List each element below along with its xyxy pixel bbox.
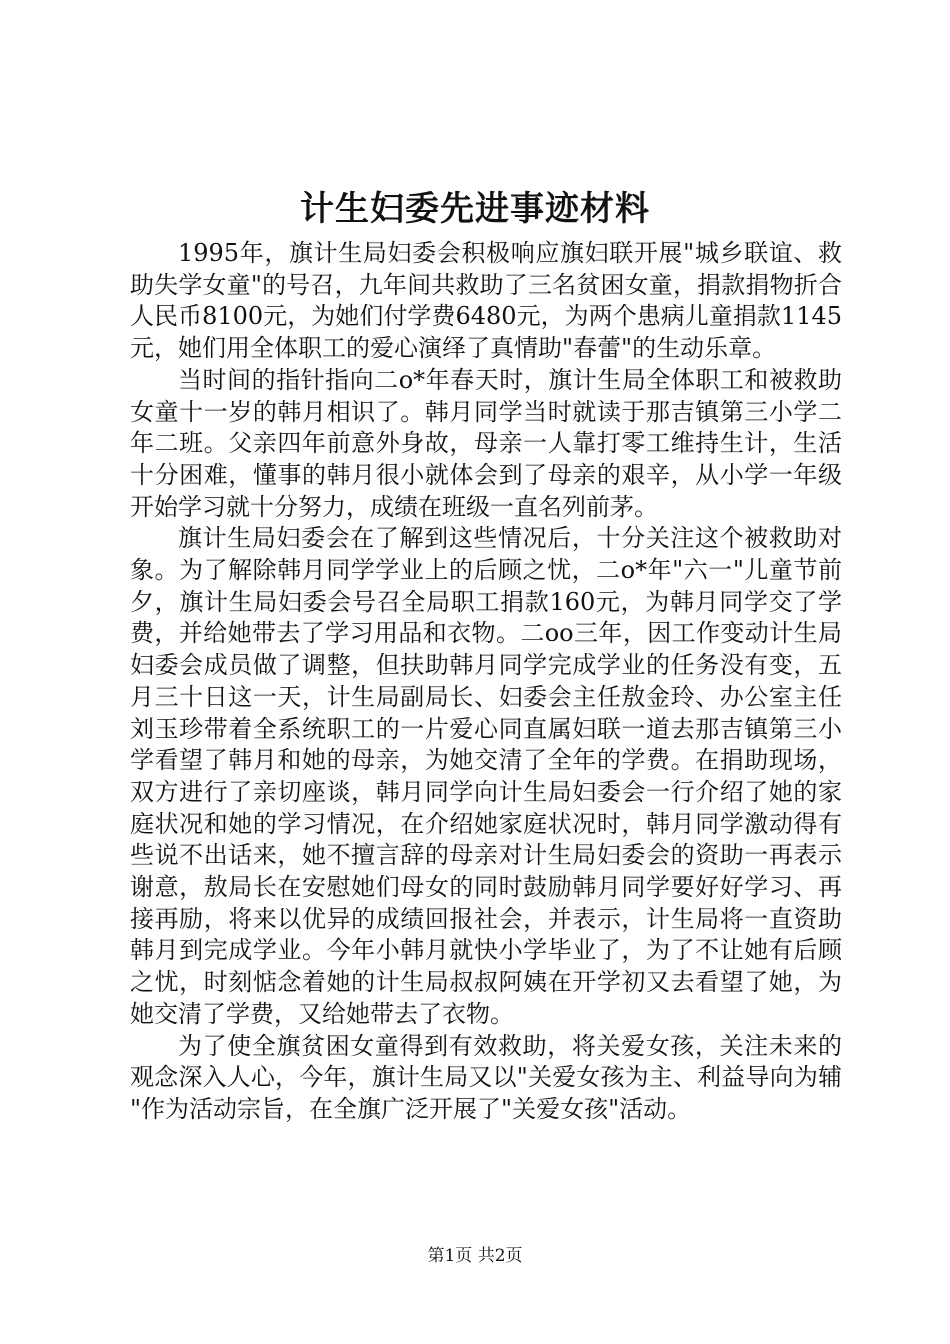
paragraph-1: 1995年，旗计生局妇委会积极响应旗妇联开展"城乡联谊、救助失学女童"的号召，九年间共救助了三名贫困女童，捐款捐物折合人民币8100元，为她们付学费6480元，为两个患病儿童捐款1145元，她们用全体职工的爱心演绎了真情助"春蕾"的生动乐章。 — [130, 239, 842, 363]
document-title: 计生妇委先进事迹材料 — [300, 189, 650, 229]
document-body — [130, 238, 842, 1126]
page-number-footer: 第1页 共2页 — [427, 1246, 523, 1266]
paragraph-3: 旗计生局妇委会在了解到这些情况后，十分关注这个被救助对象。为了解除韩月同学学业上的后顾之忧，二o*年"六一"儿童节前夕，旗计生局妇委会号召全局职工捐款160元，为韩月同学交了学费，并给她带去了学习用品和衣物。二oo三年，因工作变动计生局妇委会成员做了调整，但扶助韩月同学完成学业的任务没有变，五月三十日这一天，计生局副局长、妇委会主任敖金玲、办公室主任刘玉珍带着全系统职工的一片爱心同直属妇联一道去那吉镇第三小学看望了韩月和她的母亲，为她交清了全年的学费。在捐助现场，双方进行了亲切座谈，韩月同学向计生局妇委会一行介绍了她的家庭状况和她的学习情况，在介绍她家庭状况时，韩月同学激动得有些说不出话来，她不擅言辞的母亲对计生局妇委会的资助一再表示谢意，敖局长在安慰她们母女的同时鼓励韩月同学要好好学习、再接再励，将来以优异的成绩回报社会，并表示，计生局将一直资助韩月到完成学业。今年小韩月就快小学毕业了，为了不让她有后顾之忧，时刻惦念着她的计生局叔叔阿姨在开学初又去看望了她，为她交清了学费，又给她带去了衣物。 — [130, 524, 842, 1028]
paragraph-4: 为了使全旗贫困女童得到有效救助，将关爱女孩，关注未来的观念深入人心，今年，旗计生局又以"关爱女孩为主、利益导向为辅"作为活动宗旨，在全旗广泛开展了"关爱女孩"活动。 — [130, 1031, 842, 1123]
paragraph-2: 当时间的指针指向二o*年春天时，旗计生局全体职工和被救助女童十一岁的韩月相识了。韩月同学当时就读于那吉镇第三小学二年二班。父亲四年前意外身故，母亲一人靠打零工维持生计，生活十分困难，懂事的韩月很小就体会到了母亲的艰辛，从小学一年级开始学习就十分努力，成绩在班级一直名列前茅。 — [130, 365, 842, 521]
